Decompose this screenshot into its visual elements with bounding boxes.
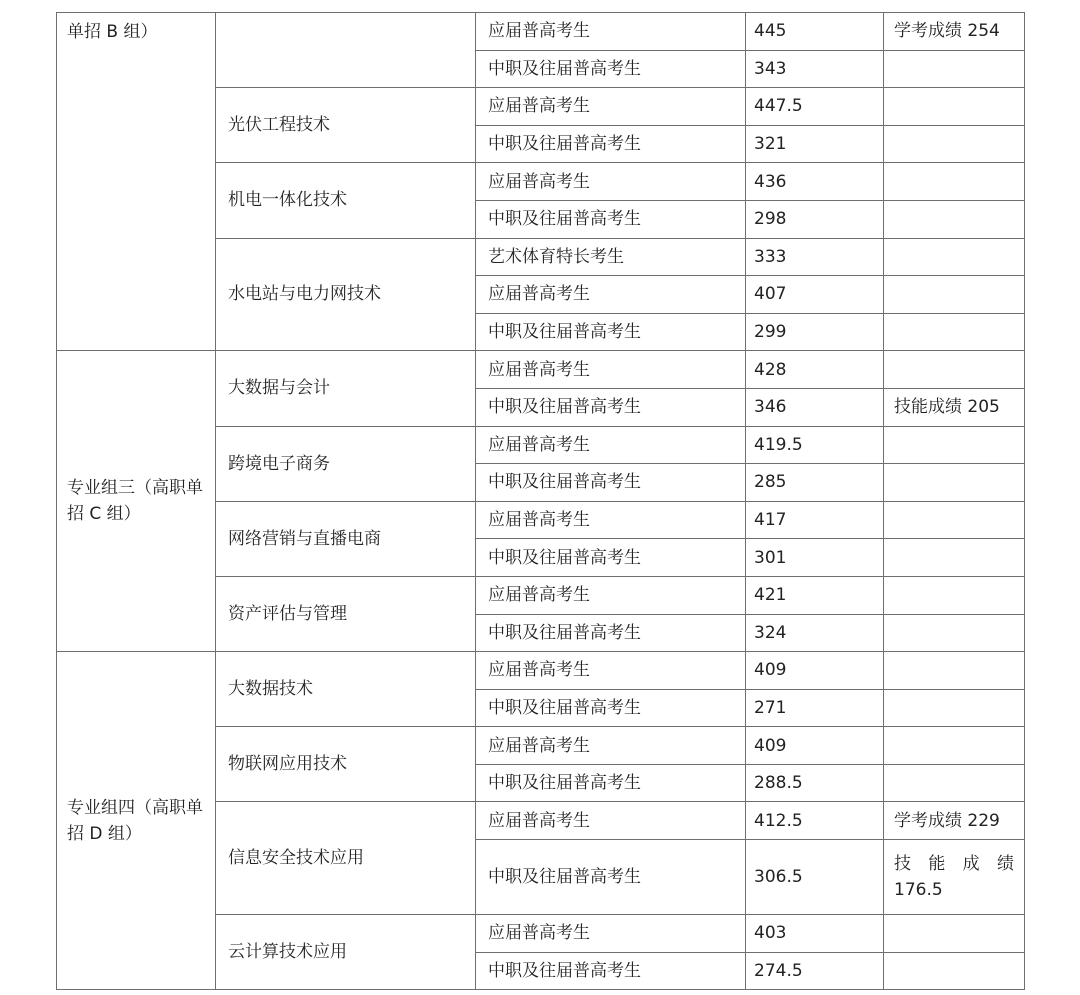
category-cell: 中职及往届普高考生 — [476, 313, 746, 351]
category-cell: 中职及往届普高考生 — [476, 539, 746, 577]
category-cell: 应届普高考生 — [476, 351, 746, 389]
score-cell: 321 — [746, 125, 884, 163]
note-cell — [884, 614, 1025, 652]
note-cell — [884, 163, 1025, 201]
category-cell: 中职及往届普高考生 — [476, 125, 746, 163]
group-name-cell: 专业组三（高职单招 C 组） — [57, 351, 216, 652]
category-cell: 中职及往届普高考生 — [476, 840, 746, 915]
category-cell: 中职及往届普高考生 — [476, 952, 746, 990]
note-cell — [884, 464, 1025, 502]
score-cell: 299 — [746, 313, 884, 351]
score-cell: 271 — [746, 689, 884, 727]
table-row — [57, 351, 1025, 389]
note-cell — [884, 840, 1025, 915]
note-cell — [884, 50, 1025, 88]
score-cell: 343 — [746, 50, 884, 88]
category-cell: 中职及往届普高考生 — [476, 200, 746, 238]
category-cell: 应届普高考生 — [476, 88, 746, 126]
note-cell — [884, 915, 1025, 953]
note-cell — [884, 952, 1025, 990]
note-cell — [884, 652, 1025, 690]
note-cell — [884, 200, 1025, 238]
score-cell: 288.5 — [746, 764, 884, 802]
category-cell: 应届普高考生 — [476, 727, 746, 765]
score-cell: 324 — [746, 614, 884, 652]
score-cell: 298 — [746, 200, 884, 238]
score-cell: 445 — [746, 13, 884, 51]
score-cell: 409 — [746, 727, 884, 765]
note-cell — [884, 313, 1025, 351]
major-name-cell: 跨境电子商务 — [216, 426, 476, 501]
score-cell: 412.5 — [746, 802, 884, 840]
major-name-cell: 机电一体化技术 — [216, 163, 476, 238]
admission-score-document — [56, 12, 1025, 990]
group-name-cell: 单招 B 组） — [57, 13, 216, 351]
category-cell: 应届普高考生 — [476, 652, 746, 690]
category-cell: 应届普高考生 — [476, 501, 746, 539]
category-cell: 应届普高考生 — [476, 13, 746, 51]
major-name-cell — [216, 13, 476, 88]
category-cell: 应届普高考生 — [476, 276, 746, 314]
note-cell — [884, 576, 1025, 614]
score-cell: 417 — [746, 501, 884, 539]
score-cell: 306.5 — [746, 840, 884, 915]
category-cell: 应届普高考生 — [476, 426, 746, 464]
score-cell: 333 — [746, 238, 884, 276]
group-name-cell: 专业组四（高职单招 D 组） — [57, 652, 216, 990]
note-cell: 技能成绩 205 — [884, 388, 1025, 426]
note-cell — [884, 727, 1025, 765]
score-cell: 421 — [746, 576, 884, 614]
category-cell: 中职及往届普高考生 — [476, 764, 746, 802]
category-cell: 中职及往届普高考生 — [476, 464, 746, 502]
major-name-cell: 物联网应用技术 — [216, 727, 476, 802]
score-cell: 403 — [746, 915, 884, 953]
major-name-cell: 光伏工程技术 — [216, 88, 476, 163]
table-row — [57, 13, 1025, 51]
category-cell: 艺术体育特长考生 — [476, 238, 746, 276]
score-cell: 285 — [746, 464, 884, 502]
score-cell: 428 — [746, 351, 884, 389]
note-cell — [884, 238, 1025, 276]
score-cell: 407 — [746, 276, 884, 314]
score-cell: 301 — [746, 539, 884, 577]
note-cell — [884, 125, 1025, 163]
category-cell: 应届普高考生 — [476, 576, 746, 614]
category-cell: 应届普高考生 — [476, 915, 746, 953]
note-cell — [884, 689, 1025, 727]
score-cell: 409 — [746, 652, 884, 690]
score-cell: 447.5 — [746, 88, 884, 126]
note-cell — [884, 276, 1025, 314]
note-text: 技 能 成 绩 176.5 — [894, 854, 1014, 901]
note-cell — [884, 351, 1025, 389]
major-name-cell: 大数据与会计 — [216, 351, 476, 426]
score-cell: 346 — [746, 388, 884, 426]
major-name-cell: 云计算技术应用 — [216, 915, 476, 990]
score-cell: 436 — [746, 163, 884, 201]
major-name-cell: 网络营销与直播电商 — [216, 501, 476, 576]
major-name-cell: 资产评估与管理 — [216, 576, 476, 651]
category-cell: 应届普高考生 — [476, 802, 746, 840]
category-cell: 中职及往届普高考生 — [476, 689, 746, 727]
note-cell — [884, 764, 1025, 802]
category-cell: 中职及往届普高考生 — [476, 614, 746, 652]
score-cell: 419.5 — [746, 426, 884, 464]
table-row — [57, 652, 1025, 690]
note-cell: 学考成绩 229 — [884, 802, 1025, 840]
note-cell — [884, 501, 1025, 539]
note-cell: 学考成绩 254 — [884, 13, 1025, 51]
major-name-cell: 大数据技术 — [216, 652, 476, 727]
category-cell: 中职及往届普高考生 — [476, 50, 746, 88]
major-name-cell: 信息安全技术应用 — [216, 802, 476, 915]
score-cell: 274.5 — [746, 952, 884, 990]
note-cell — [884, 88, 1025, 126]
category-cell: 中职及往届普高考生 — [476, 388, 746, 426]
admission-score-table — [56, 12, 1025, 990]
major-name-cell: 水电站与电力网技术 — [216, 238, 476, 351]
note-cell — [884, 539, 1025, 577]
note-cell — [884, 426, 1025, 464]
category-cell: 应届普高考生 — [476, 163, 746, 201]
